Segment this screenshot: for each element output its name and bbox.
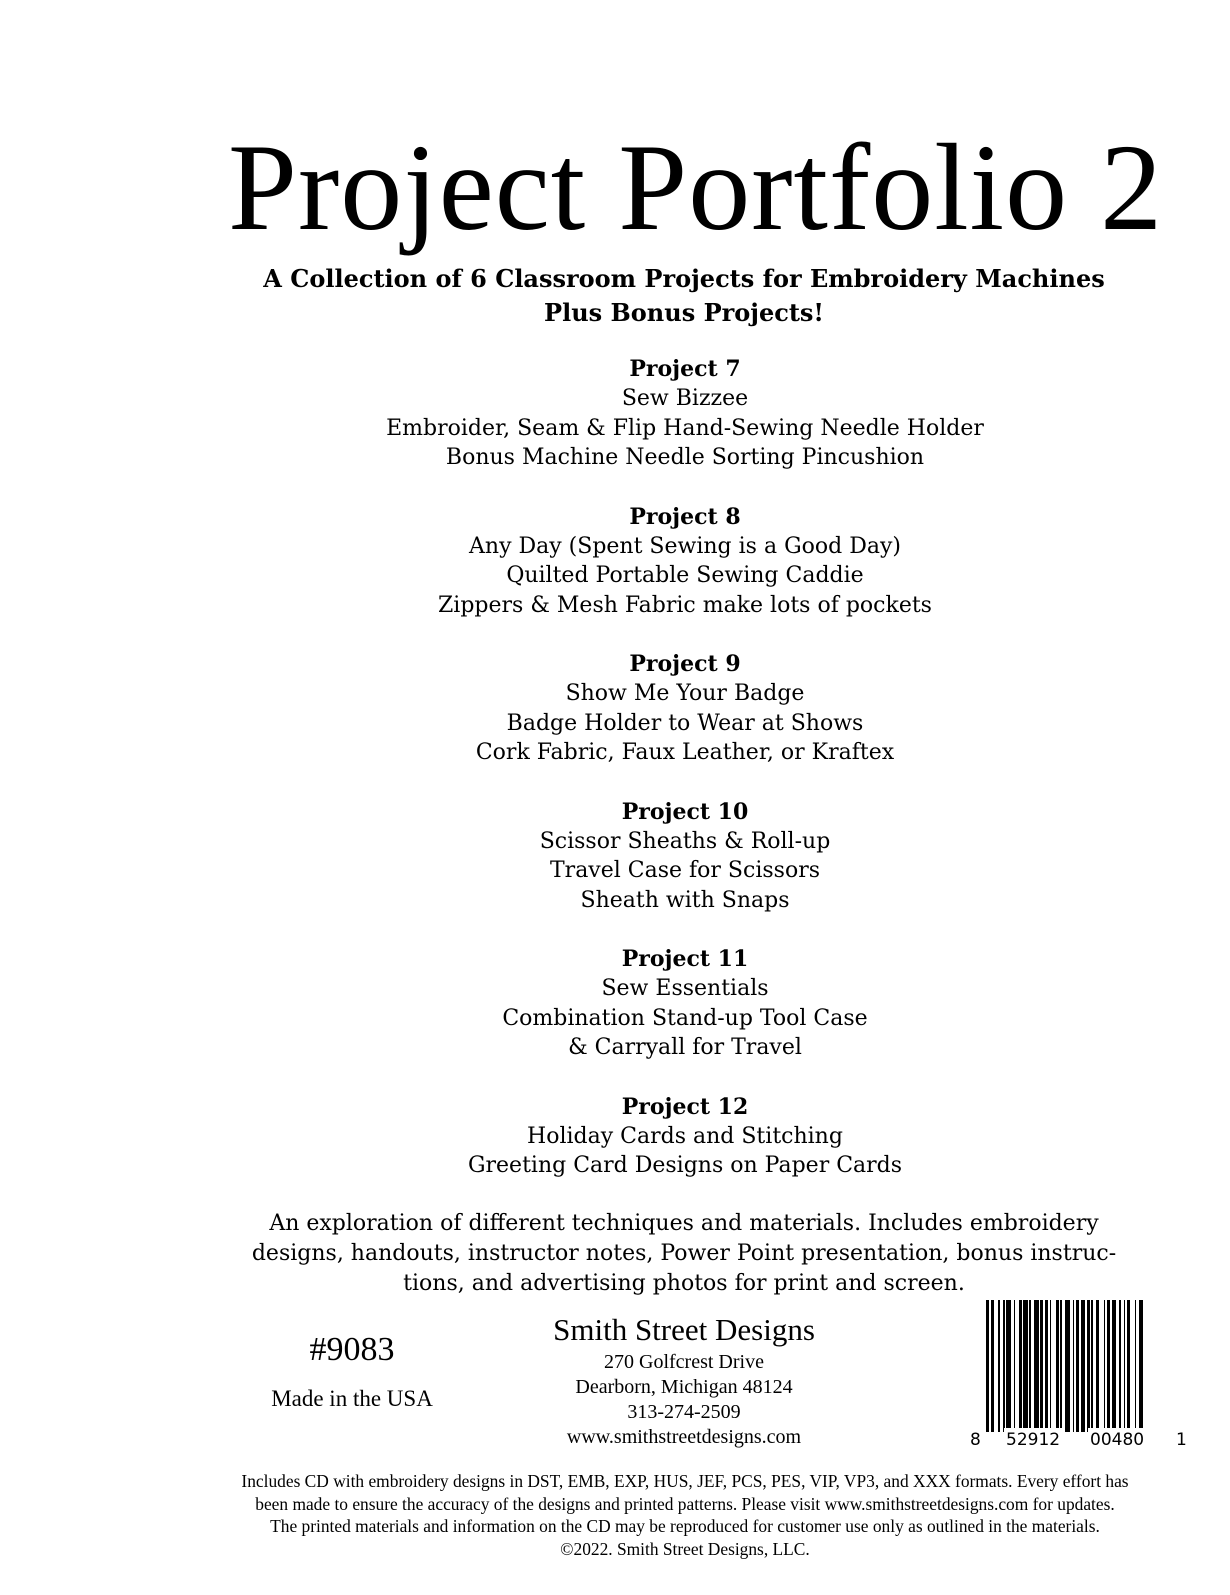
project-line: Scissor Sheaths & Roll-up <box>539 828 831 854</box>
fine-print-line: The printed materials and information on the CD may be reproduced for customer use only as outlined in the materials. <box>270 1516 1100 1537</box>
barcode-bar <box>1073 1300 1075 1432</box>
barcode-bar <box>1014 1300 1016 1432</box>
barcode-bar <box>1096 1300 1099 1432</box>
project-line: Combination Stand-up Tool Case <box>502 1005 868 1031</box>
subtitle <box>228 262 1140 330</box>
project-block-12 <box>340 1092 1030 1181</box>
fine-print-line: been made to ensure the accuracy of the designs and printed patterns. Please visit www.smithstreetdesigns.com for updates. <box>255 1493 1115 1514</box>
description-line: designs, handouts, instructor notes, Power Point presentation, bonus instruc- <box>251 1241 1117 1266</box>
barcode-bar <box>1139 1300 1142 1432</box>
barcode-bar <box>1065 1300 1070 1432</box>
barcode-bar <box>1019 1300 1022 1432</box>
barcode-bar <box>1034 1300 1039 1432</box>
company-phone: 313-274-2509 <box>627 1401 741 1423</box>
barcode-bar <box>1006 1300 1011 1432</box>
barcode-bar <box>1076 1300 1079 1432</box>
barcode-bar <box>1023 1300 1028 1432</box>
project-line: Bonus Machine Needle Sorting Pincushion <box>445 445 925 470</box>
project-line: Holiday Cards and Stitching <box>527 1123 843 1149</box>
barcode-group-left: 52912 <box>1006 1430 1061 1450</box>
barcode-bar <box>1029 1300 1031 1432</box>
barcode-bar <box>1127 1300 1130 1432</box>
fine-print <box>160 1470 1210 1560</box>
project-line: Quilted Portable Sewing Caddie <box>506 563 864 588</box>
project-heading: Project 7 <box>629 356 741 382</box>
company-city: Dearborn, Michigan 48124 <box>575 1376 793 1398</box>
barcode-bar <box>998 1300 1000 1432</box>
barcode-bar <box>1135 1300 1137 1432</box>
description-line: An exploration of different techniques and materials. Includes embroidery <box>269 1211 1099 1236</box>
barcode-bar <box>1003 1300 1005 1432</box>
project-line: Travel Case for Scissors <box>550 858 820 883</box>
company-name: Smith Street Designs <box>553 1312 815 1347</box>
barcode-bar <box>1040 1300 1043 1432</box>
description-line: tions, and advertising photos for print and screen. <box>403 1271 965 1296</box>
project-block-11 <box>340 944 1030 1063</box>
project-line: Greeting Card Designs on Paper Cards <box>467 1153 903 1178</box>
subtitle-line: A Collection of 6 Classroom Projects for Embroidery Machines <box>263 264 1105 293</box>
project-line: Sew Bizzee <box>621 386 749 411</box>
project-block-9 <box>340 649 1030 768</box>
project-block-8 <box>340 502 1030 621</box>
barcode-digits <box>968 1428 1190 1452</box>
barcode-bar <box>1112 1300 1117 1432</box>
company-website: www.smithstreetdesigns.com <box>566 1426 802 1448</box>
project-line: Sew Essentials <box>601 976 769 1001</box>
project-block-10 <box>340 797 1030 916</box>
barcode-digit-first: 8 <box>970 1430 981 1450</box>
barcode-bar <box>1119 1300 1121 1432</box>
project-line: Badge Holder to Wear at Shows <box>506 710 864 736</box>
project-heading: Project 11 <box>621 946 749 972</box>
copyright-line: ©2022. Smith Street Designs, LLC. <box>560 1538 810 1559</box>
barcode-bar <box>1091 1300 1093 1432</box>
project-line: & Carryall for Travel <box>568 1035 802 1060</box>
company-street: 270 Golfcrest Drive <box>604 1351 764 1373</box>
project-line: Show Me Your Badge <box>565 681 805 706</box>
barcode-bar <box>1045 1300 1048 1432</box>
project-line: Zippers & Mesh Fabric make lots of pockets <box>438 592 932 618</box>
project-line: Cork Fabric, Faux Leather, or Kraftex <box>475 740 895 765</box>
project-heading: Project 8 <box>629 503 741 530</box>
barcode-group-right: 00480 <box>1090 1430 1145 1450</box>
barcode-digit-last: 1 <box>1176 1430 1187 1450</box>
description <box>222 1209 1146 1299</box>
barcode-bar <box>1087 1300 1090 1432</box>
page-title: Project Portfolio 2 <box>228 119 1164 256</box>
project-heading: Project 10 <box>621 798 749 825</box>
company-address-block <box>520 1310 848 1450</box>
fine-print-line: Includes CD with embroidery designs in DST, EMB, EXP, HUS, JEF, PCS, PES, VIP, VP3, and XXX formats. Every effort has <box>241 1471 1129 1491</box>
project-line: Embroider, Seam & Flip Hand-Sewing Needle Holder <box>386 415 984 441</box>
barcode-bar <box>991 1300 994 1432</box>
barcode-bars <box>986 1300 1172 1432</box>
made-in-label: Made in the USA <box>271 1386 433 1411</box>
project-block-7 <box>340 354 1030 473</box>
project-heading: Project 9 <box>629 651 741 677</box>
barcode-bar <box>1050 1300 1052 1432</box>
product-number: #9083 <box>309 1331 395 1368</box>
project-line: Sheath with Snaps <box>580 887 790 913</box>
barcode-bar <box>1056 1300 1059 1432</box>
barcode-bar <box>1081 1300 1086 1432</box>
barcode-bar <box>1124 1300 1126 1432</box>
subtitle-line: Plus Bonus Projects! <box>544 298 824 327</box>
project-heading: Project 12 <box>621 1093 749 1120</box>
barcode-bar <box>1060 1300 1062 1432</box>
project-line: Any Day (Spent Sewing is a Good Day) <box>469 533 901 559</box>
project-list <box>340 354 1030 1210</box>
barcode-bar <box>1107 1300 1110 1432</box>
barcode <box>968 1300 1190 1452</box>
barcode-bar <box>986 1300 989 1432</box>
barcode-bar <box>1104 1300 1106 1432</box>
